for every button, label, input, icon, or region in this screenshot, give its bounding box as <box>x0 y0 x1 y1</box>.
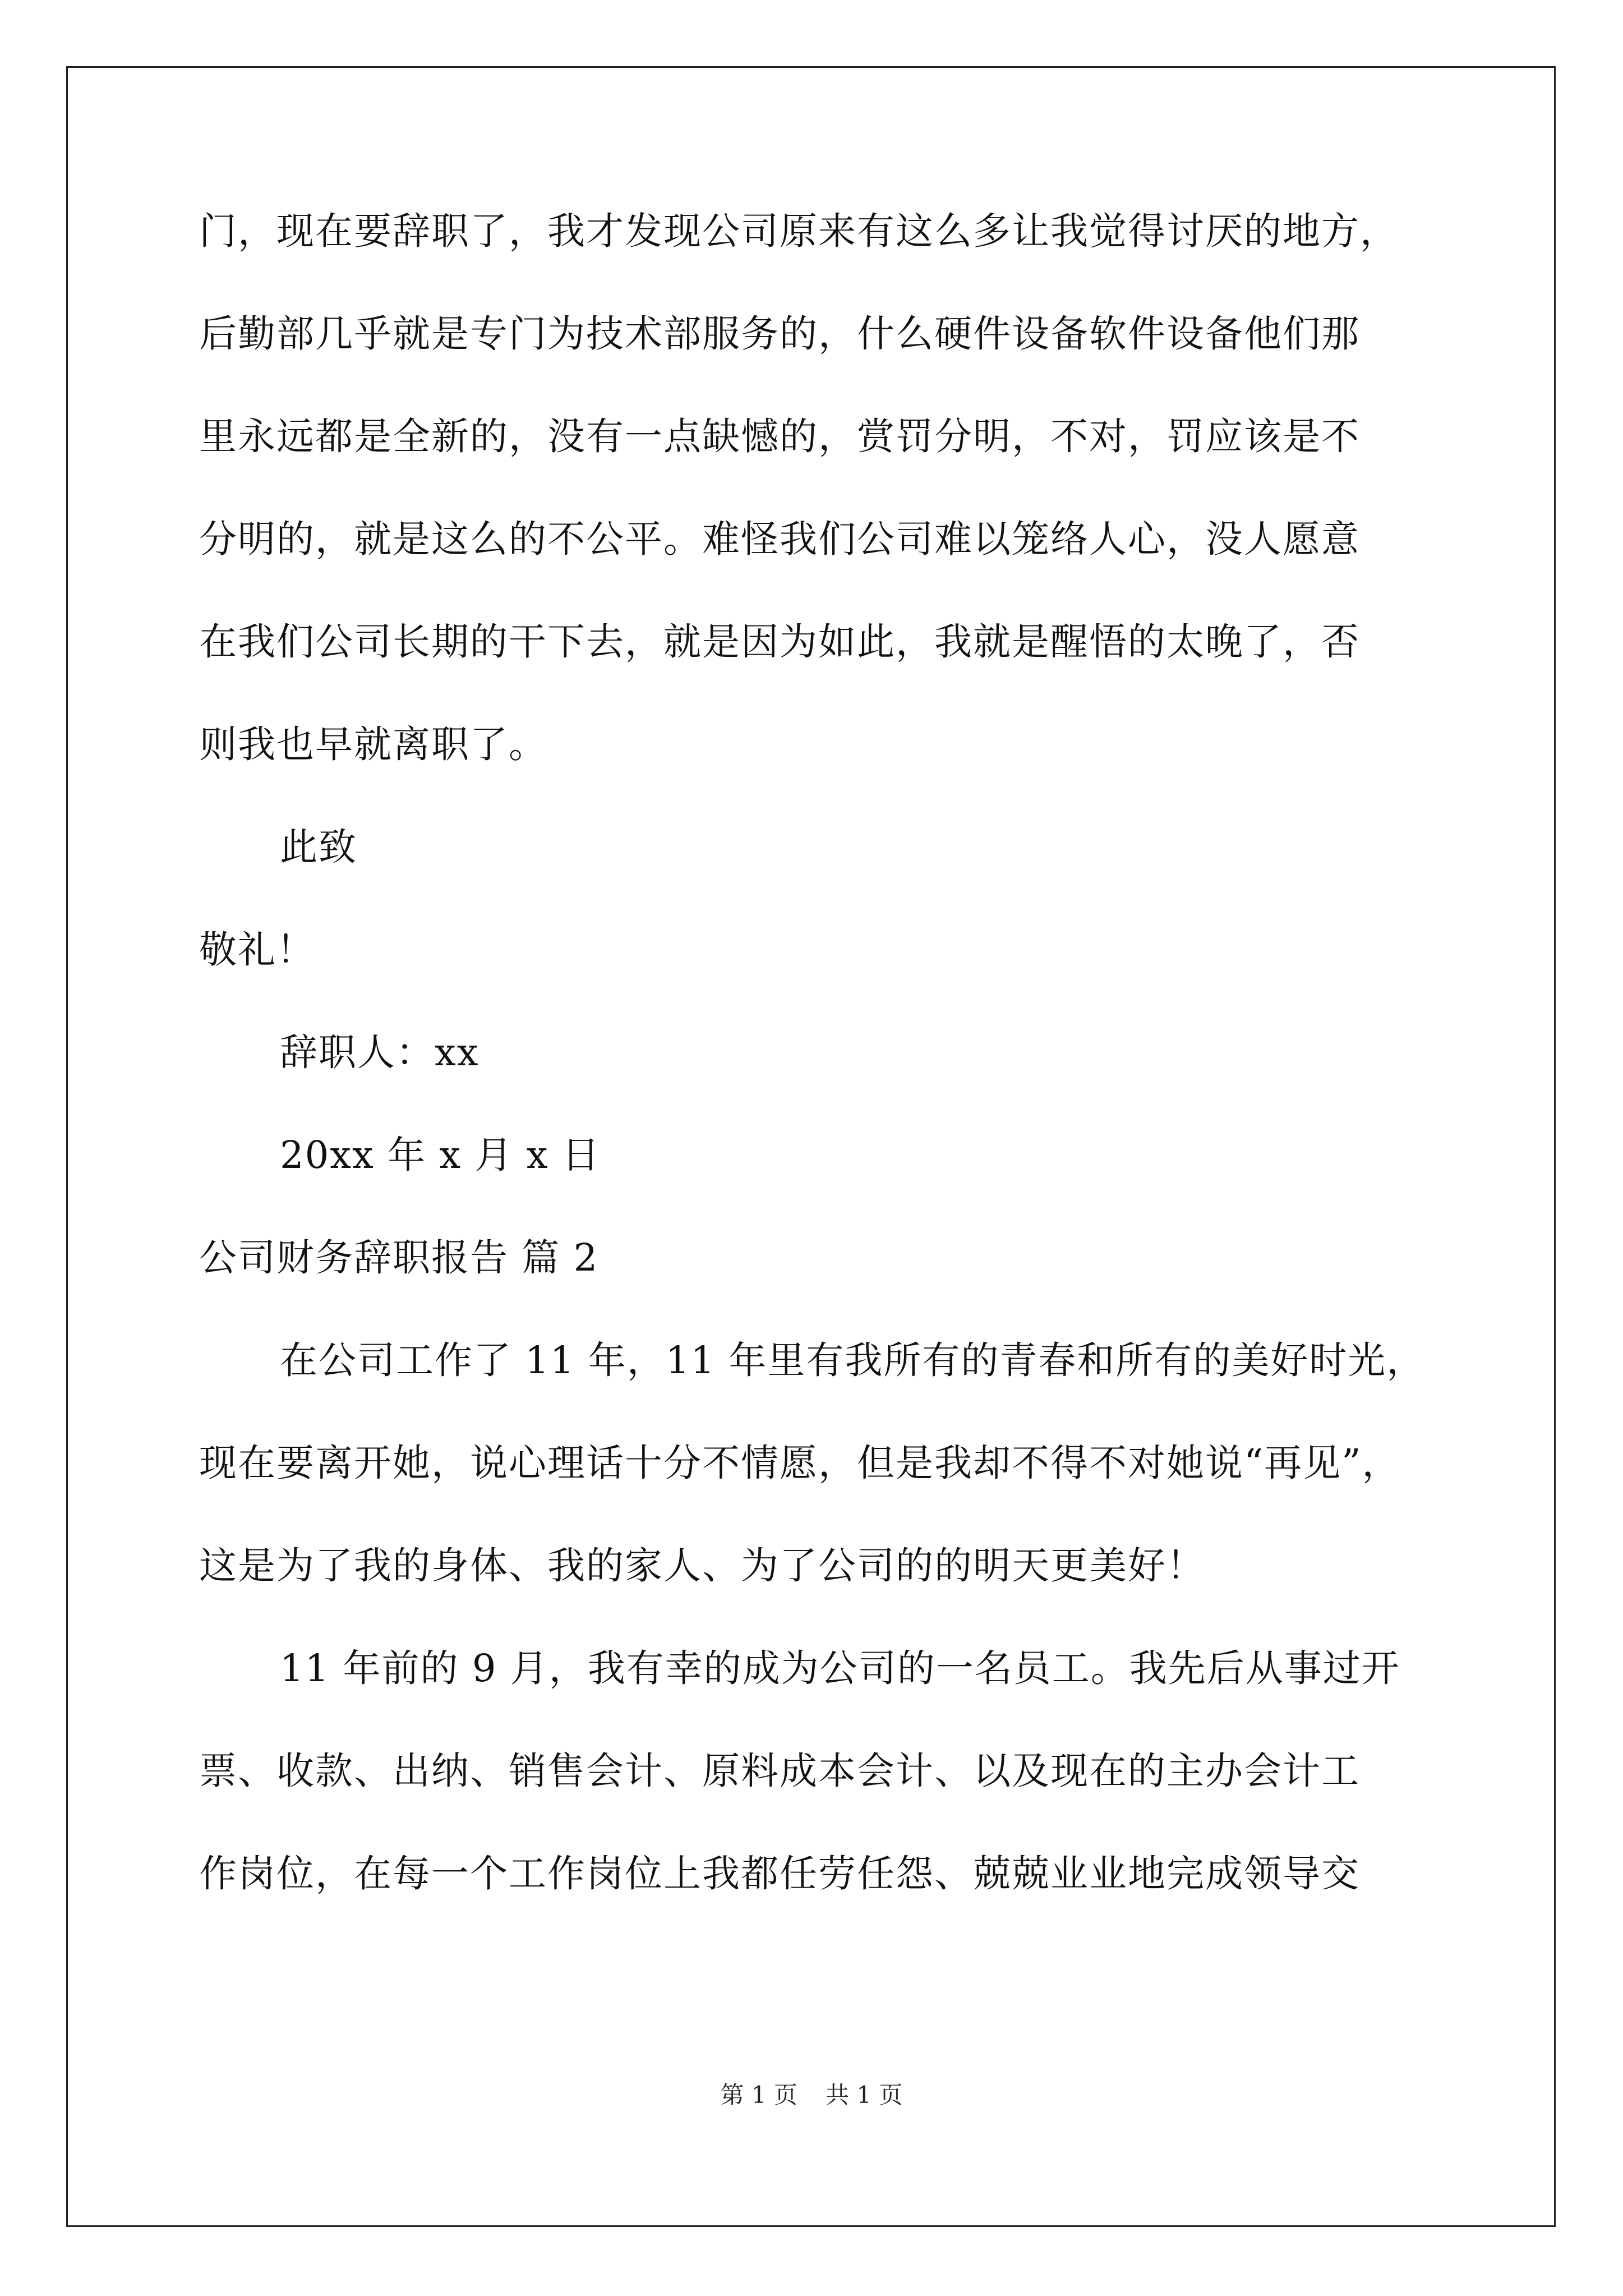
date-line: 20xx 年 x 月 x 日 <box>280 1133 601 1177</box>
page-total: 共 1 页 <box>826 2081 903 2109</box>
paragraph-line: 后勤部几乎就是专门为技术部服务的，什么硬件设备软件设备他们那 <box>199 312 1360 356</box>
closing-salutation: 此致 <box>280 825 357 869</box>
paragraph-line: 现在要离开她，说心理话十分不情愿，但是我却不得不对她说“再见”， <box>199 1441 1401 1485</box>
paragraph-line: 作岗位，在每一个工作岗位上我都任劳任怨、兢兢业业地完成领导交 <box>199 1852 1360 1895</box>
closing-regards: 敬礼！ <box>199 928 315 972</box>
paragraph-line: 则我也早就离职了。 <box>199 723 547 766</box>
paragraph-line: 在我们公司长期的干下去，就是因为如此，我就是醒悟的太晚了，否 <box>199 620 1360 664</box>
page-footer <box>0 2078 1623 2112</box>
section-heading: 公司财务辞职报告 篇 2 <box>199 1236 599 1280</box>
paragraph-line: 里永远都是全新的，没有一点缺憾的，赏罚分明，不对，罚应该是不 <box>199 415 1360 458</box>
paragraph-line: 门，现在要辞职了，我才发现公司原来有这么多让我觉得讨厌的地方， <box>199 209 1399 253</box>
paragraph-line: 票、收款、出纳、销售会计、原料成本会计、以及现在的主办会计工 <box>199 1749 1360 1793</box>
paragraph-line: 分明的，就是这么的不公平。难怪我们公司难以笼络人心，没人愿意 <box>199 517 1360 561</box>
page-number: 第 1 页 <box>720 2081 797 2109</box>
paragraph-line: 这是为了我的身体、我的家人、为了公司的的明天更美好！ <box>199 1544 1205 1588</box>
paragraph-line: 11 年前的 9 月，我有幸的成为公司的一名员工。我先后从事过开 <box>280 1646 1400 1690</box>
paragraph-line: 在公司工作了 11 年，11 年里有我所有的青春和所有的美好时光， <box>280 1338 1426 1382</box>
signature-line: 辞职人：xx <box>280 1030 479 1074</box>
